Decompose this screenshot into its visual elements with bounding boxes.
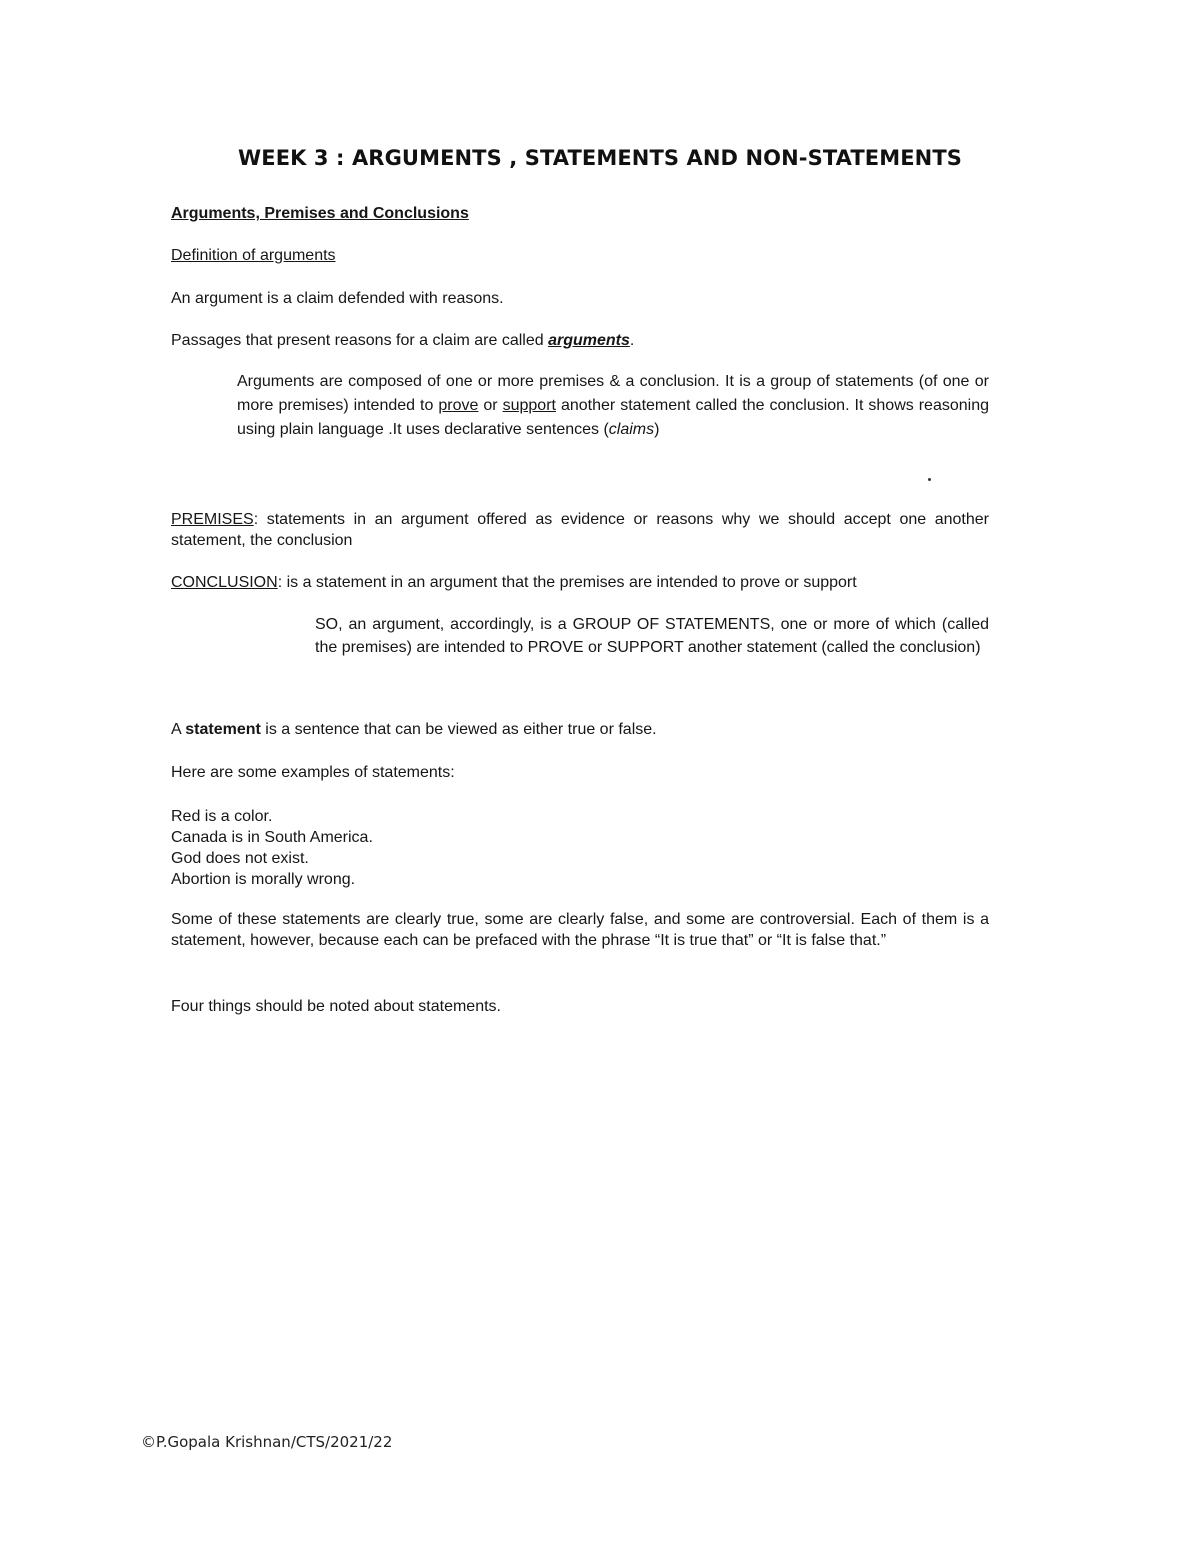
subheading-definition: Definition of arguments: [171, 247, 336, 264]
passages-before: Passages that present reasons for a claim are called: [171, 332, 549, 349]
passages-after: .: [629, 332, 635, 349]
statement-after: is a sentence that can be viewed as either true or false.: [260, 721, 657, 738]
claims-term: claims: [608, 421, 655, 438]
composed-part1: Arguments are composed of one or more premises & a conclusion. It is a group of statements (of one or more premises) intended to: [237, 373, 989, 414]
passages-paragraph: [171, 330, 634, 351]
four-things-text: Four things should be noted about statements.: [171, 998, 501, 1015]
list-item: Canada is in South America.: [171, 829, 373, 846]
footer-copyright: ©P.Gopala Krishnan/CTS/2021/22: [141, 1433, 393, 1451]
premises-paragraph: [171, 509, 989, 551]
list-item: Abortion is morally wrong.: [171, 871, 356, 888]
conclusion-paragraph: [171, 572, 989, 593]
composed-part3: ): [654, 421, 660, 438]
list-item: God does not exist.: [171, 850, 309, 867]
definition-text: An argument is a claim defended with reasons.: [171, 290, 504, 307]
stray-mark: [928, 478, 931, 481]
statement-term: statement: [185, 721, 261, 738]
composed-or: or: [478, 397, 503, 414]
premises-label: PREMISES: [171, 511, 254, 528]
prove-term: prove: [438, 397, 479, 414]
so-paragraph: SO, an argument, accordingly, is a GROUP OF STATEMENTS, one or more of which (called the premises) are intended to PROVE or SUPPORT another statement (called the conclusion): [315, 616, 989, 656]
examples-list: [171, 806, 373, 890]
examples-intro: Here are some examples of statements:: [171, 764, 455, 781]
composed-part2: another statement called the conclusion. It shows reasoning using plain language .It uses declarative sentences (: [237, 397, 990, 438]
page-title: WEEK 3 : ARGUMENTS , STATEMENTS AND NON-STATEMENTS: [237, 146, 962, 170]
statement-before: A: [171, 721, 186, 738]
conclusion-text: : is a statement in an argument that the premises are intended to prove or support: [277, 574, 857, 591]
statement-definition: [171, 719, 657, 740]
composed-paragraph: [237, 370, 989, 442]
premises-text: : statements in an argument offered as evidence or reasons why we should accept one another statement, the conclusion: [171, 511, 989, 549]
section-heading: Arguments, Premises and Conclusions: [171, 205, 469, 222]
support-term: support: [502, 397, 556, 414]
arguments-term: arguments: [548, 332, 630, 349]
list-item: Red is a color.: [171, 808, 273, 825]
explanation-paragraph: Some of these statements are clearly true, some are clearly false, and some are controversial. Each of them is a statement, however, because each can be prefaced with the phrase “It is true that” or “It is false that.”: [171, 911, 989, 949]
conclusion-label: CONCLUSION: [171, 574, 278, 591]
